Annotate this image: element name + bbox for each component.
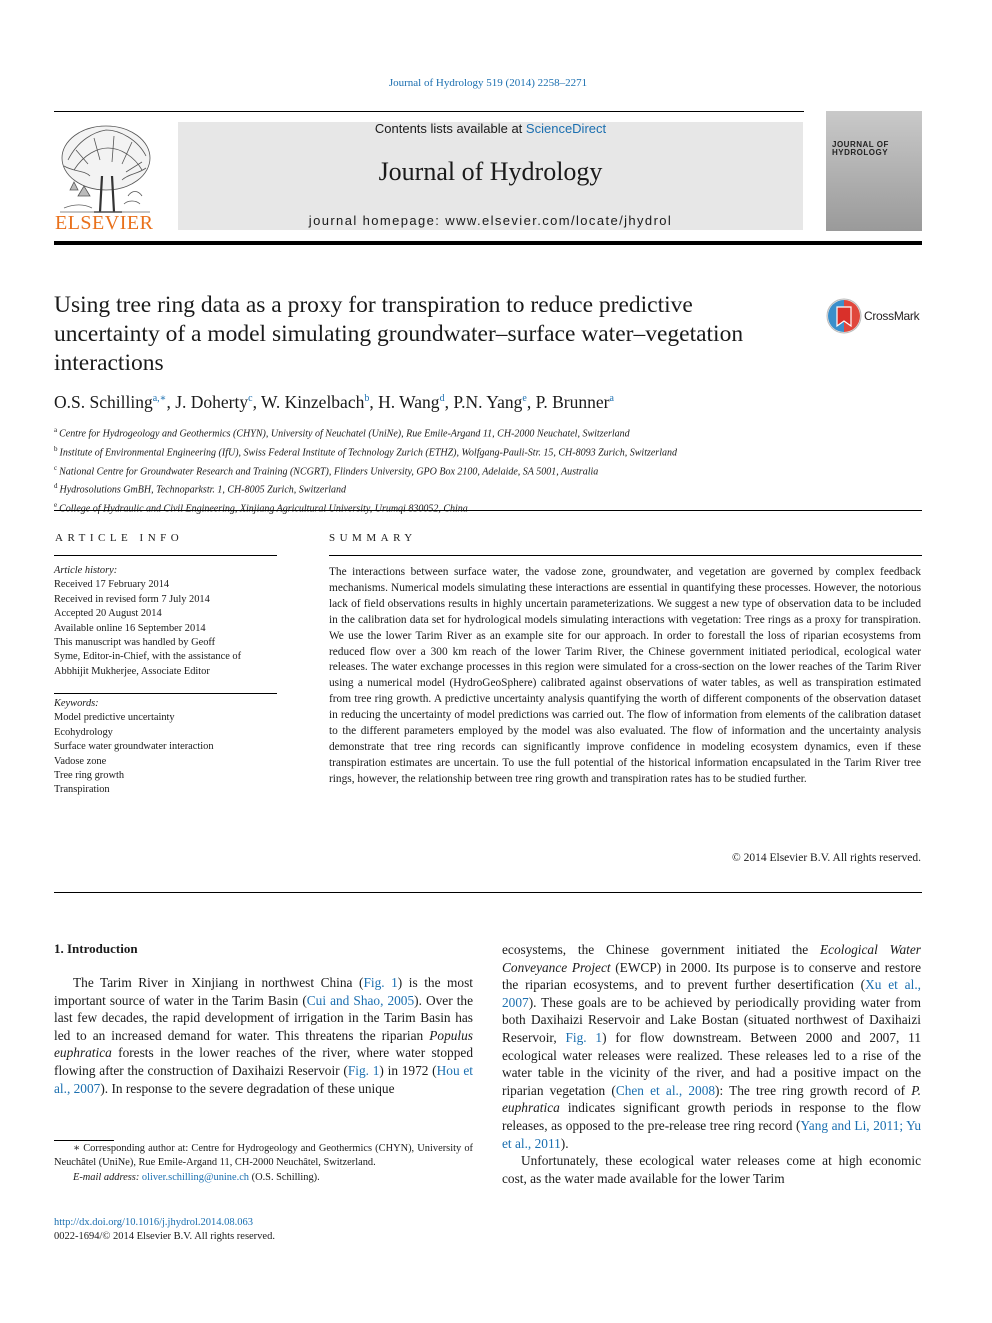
homepage-label: journal homepage: [308,213,441,228]
contents-prefix: Contents lists available at [374,121,523,136]
text-run: ecosystems, the Chinese government initiated the [502,942,820,957]
author-affiliation-marker[interactable]: b [364,393,370,404]
history-line: Syme, Editor-in-Chief, with the assistance of [54,651,242,663]
keyword-item: Vadose zone [54,755,107,767]
affiliation-item [54,498,924,517]
email-link[interactable]: oliver.schilling@unine.ch [141,1171,249,1183]
author-affiliation-marker[interactable]: a [609,393,614,404]
history-lines [54,578,286,679]
text-run: ). [560,1135,569,1151]
header-thick-rule [54,241,922,245]
article-title: Using tree ring data as a proxy for transpiration to reduce predictive uncertainty of a model simulating groundwater–surface water–vegetation interactions [54,292,744,376]
affiliation-rule [54,510,922,511]
copyright-line: © 2014 Elsevier B.V. All rights reserved. [732,852,921,864]
homepage-url[interactable]: www.elsevier.com/locate/jhydrol [445,213,673,228]
author-name[interactable]: P. Brunner [535,392,610,412]
article-info-heading: ARTICLE INFO [55,532,184,544]
affiliation-key: c [54,463,58,472]
journal-name: Journal of Hydrology [378,157,603,186]
citation-link[interactable]: Fig. 1 [347,1062,380,1078]
author-separator: , [444,392,454,412]
history-line: Available online 16 September 2014 [54,622,206,634]
article-history [54,564,286,679]
text-run: ). These goals are to be achieved by periodically providing water from both Daxihaizi Reservoir and Lake Bostan (situated northwest of Daxihaizi Reservoir, [502,994,921,1045]
article-info-rule [54,555,277,556]
crossmark-label[interactable]: CrossMark [864,309,920,323]
sciencedirect-link[interactable]: ScienceDirect [525,121,607,136]
history-label: Article history: [54,565,118,576]
corresponding-author-note: ∗ Corresponding author at: Centre for Hydrogeology and Geothermics (CHYN), University of Neuchâtel (UniNe), Rue Emile-Argand 11, CH-2000 Neuchâtel, Switzerland. [54,1143,473,1169]
journal-cover-thumbnail[interactable] [826,111,922,231]
issn-copyright: 0022-1694/© 2014 Elsevier B.V. All rights reserved. [54,1231,275,1242]
keywords-rule [54,693,277,694]
affiliation-text: Centre for Hydrogeology and Geothermics (CHYN), University of Neuchatel (UniNe), Rue Emile-Argand 11, CH-2000 Neuchatel, Switzerland [59,428,630,440]
history-line: Accepted 20 August 2014 [54,608,162,620]
italic-term: Ecological Water Conveyance Project [502,942,921,975]
citation-link[interactable]: Fig. 1 [363,975,398,990]
author-name[interactable]: W. Kinzelbach [261,392,365,412]
summary-rule [329,555,922,556]
text-run: (EWCP) in 2000. Its purpose is to conserve and restore the riparian ecosystems, and to prevent further desertification ( [502,959,921,993]
doi-block [54,1216,275,1244]
keyword-item: Surface water groundwater interaction [54,741,214,753]
text-run: indicates significant growth periods in response to the flow releases, as opposed to the pre-release tree ring record ( [502,1100,921,1133]
author-list [54,392,924,413]
history-line: Received 17 February 2014 [54,579,170,591]
keyword-item: Ecohydrology [54,726,113,738]
intro-paragraph-1-continued [502,941,921,1152]
citation-link[interactable]: Hou et al., 2007 [54,1062,474,1096]
text-run: ). In response to the severe degradation of these unique [100,1080,395,1096]
journal-homepage-line [178,213,803,228]
history-line: This manuscript was handled by Geoff [54,637,216,649]
keyword-lines [54,711,286,797]
author-name[interactable]: J. Doherty [175,392,249,412]
text-run: ) for flow downstream. Between 2000 and 2007, 11 ecological water releases were realized. These releases led to a rise of the water table in the vicinity of the river, and had a positive impact on the riparian vegetation ( [502,1029,921,1098]
keywords-label: Keywords: [54,698,99,709]
keyword-item: Tree ring growth [54,770,125,782]
text-run: forests in the lower reaches of the river, where water stopped flowing after the construction of Daxihaizi Reservoir ( [54,1045,473,1078]
header-top-rule [54,111,804,112]
footnote-rule [54,1140,114,1141]
keyword-item: Transpiration [54,784,110,796]
text-run: ). Over the last few decades, the rapid development of irrigation in the Tarim Basin has led to an increased demand for water. This threatens the riparian [54,992,473,1043]
doi-link[interactable]: http://dx.doi.org/10.1016/j.jhydrol.2014.08.063 [54,1217,254,1228]
author-affiliation-marker[interactable]: a,∗ [152,393,167,404]
text-run: The Tarim River in Xinjiang in northwest China ( [73,975,364,990]
contents-available-line [178,121,803,136]
history-line: Received in revised form 7 July 2014 [54,593,210,605]
intro-paragraph-1 [54,974,473,1097]
text-run: ): The tree ring growth record of [715,1082,912,1098]
italic-term: Populus euphratica [54,1027,473,1061]
author-affiliation-marker[interactable]: d [439,393,445,404]
elsevier-wordmark[interactable]: ELSEVIER [55,212,154,234]
author-name[interactable]: O.S. Schilling [54,392,153,412]
author-separator: , [369,392,379,412]
keyword-item: Model predictive uncertainty [54,712,175,724]
affiliation-key: b [54,444,58,453]
affiliation-text: Hydrosolutions GmBH, Technoparkstr. 1, CH-8005 Zurich, Switzerland [59,484,346,496]
affiliation-list [54,423,924,517]
citation-link[interactable]: Xu et al., 2007 [502,977,921,1010]
author-separator: , [252,392,261,412]
citation-link[interactable]: Cui and Shao, 2005 [306,992,415,1008]
intro-left-column [54,974,473,1097]
author-name[interactable]: P.N. Yang [453,392,523,412]
intro-paragraph-2 [502,1152,921,1187]
intro-right-column [502,941,921,1187]
author-separator: , [166,392,176,412]
abstract-bottom-rule [54,892,922,893]
cover-title: JOURNAL OF HYDROLOGY [832,140,889,157]
email-suffix: (O.S. Schilling). [251,1171,320,1183]
affiliation-item [54,423,924,442]
author-separator: , [526,392,536,412]
affiliation-key: d [54,482,58,491]
citation-link[interactable]: Chen et al., 2008 [615,1082,716,1098]
text-run: ) in 1972 ( [379,1062,437,1078]
author-affiliation-marker[interactable]: c [248,393,253,404]
summary-heading: SUMMARY [329,532,417,544]
introduction-heading: 1. Introduction [54,941,138,956]
affiliation-item [54,461,924,480]
citation-link[interactable]: Yang and Li, 2011; Yu et al., 2011 [502,1117,921,1151]
affiliation-item [54,442,924,461]
affiliation-key: a [54,426,58,434]
summary-text: The interactions between surface water, the vadose zone, groundwater, and vegetation are governed by complex feedback mechanisms. Numerical models simulating these interactions are essential in quantifying these processes. However, the notorious lack of field observations results in highly uncertain parameterizations. We suggest a new type of observation data to be included in the calibration data set for hydrological models simulating interactions with vegetation: Tree rings as a proxy for transpiration. We use the lower Tarim River as an example site for our approach. In order to forestall the loss of riparian ecosystems from reduced flow over a 300 km reach of the lower Tarim River, the Chinese government initiated periodical, ecological water releases. The water exchange processes in this region were simulated for a cross-section on the lower reaches of the Tarim River using a numerical model (HydroGeoSphere) calibrated against observations of water tables, as well as transpiration estimated from tree ring growth. A predictive uncertainty analysis quantifying the worth of different components of the observation dataset in reducing the uncertainty of model predictions was carried out. The flow of information from elements of the calibration dataset to the different parameters employed by the model was also evaluated. The flow of information and the uncertainty analysis demonstrate that tree ring records can significantly improve confidence in modeling ecosystem dynamics, even if these transpiration estimates are uncertain. To use the full potential of the historical information encapsulated in the Tarim River tree rings, however, the relationship between tree ring growth and transpiration rates has to be studied further. [329,566,921,785]
history-line: Abbhijit Mukherjee, Associate Editor [54,665,210,677]
affiliation-key: e [54,501,58,510]
affiliation-text: Institute of Environmental Engineering (IfU), Swiss Federal Institute of Technology Zurich (ETHZ), Wolfgang-Pauli-Str. 15, CH-8093 Zurich, Switzerland [59,447,677,459]
affiliation-item [54,479,924,498]
citation-link[interactable]: Fig. 1 [565,1029,603,1045]
corresponding-author-footnote [54,1142,473,1185]
text-run: ) is the most important source of water in the Tarim Basin ( [54,975,473,1008]
author-name[interactable]: H. Wang [378,392,440,412]
keywords-block [54,697,286,798]
email-label: E-mail address: [73,1171,140,1183]
author-affiliation-marker[interactable]: e [522,393,527,404]
text-run: Unfortunately, these ecological water releases come at high economic cost, as the water made available for the lower Tarim [502,1153,921,1186]
italic-term: P. euphratica [502,1082,921,1116]
affiliation-text: National Centre for Groundwater Research and Training (NCGRT), Flinders University, GPO Box 2100, Adelaide, SA 5001, Australia [59,465,599,477]
journal-citation[interactable]: Journal of Hydrology 519 (2014) 2258–2271 [388,77,588,89]
